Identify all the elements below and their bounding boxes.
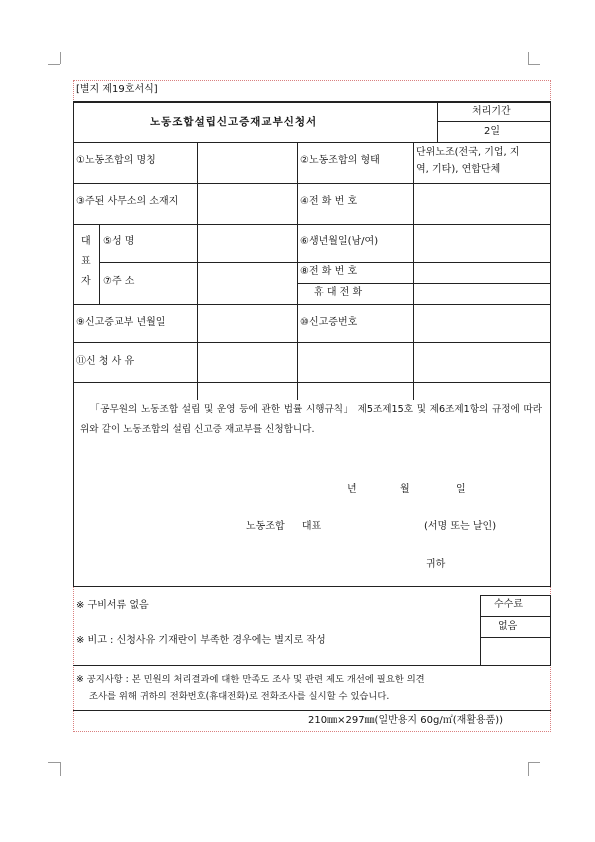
union-type-label: ②노동조합의 형태 [300,155,380,166]
row-divider [73,142,551,143]
date-month: 월 [400,484,410,495]
crop-mark [60,762,61,776]
fee-divider [480,595,481,665]
processing-value: 2일 [484,126,501,137]
fee-value: 없음 [498,621,518,632]
row-divider [99,262,551,263]
crop-mark [528,64,540,65]
union-type-options: 단위노조(전국, 기업, 지 [416,147,520,158]
rep-phone-label: ⑧전 화 번 호 [300,266,358,277]
col-divider [197,142,198,400]
office-location-label: ③주된 사무소의 소재지 [76,196,179,207]
date-day: 일 [456,484,466,495]
crop-mark [528,762,529,776]
table-border-right [550,101,551,586]
table-border-bottom [73,586,551,587]
notice-text: 조사를 위해 귀하의 전화번호(휴대전화)로 전화조사를 실시할 수 있습니다. [89,691,390,702]
notice-divider [73,665,551,666]
statement-text: 「공무원의 노동조합 설립 및 운영 등에 관한 법률 시행규칙」 제5조제15호 및 제6조제1항의 규정에 따라 위와 같이 노동조합의 설립 신고증 재교부를 신청합니다. [80,404,542,435]
rep-label-char: 대 [81,236,91,247]
date-year: 년 [347,484,357,495]
union-type-options: 역, 기타), 연합단체 [416,164,501,175]
rep-label-char: 자 [81,276,91,287]
fee-divider [480,616,551,617]
rep-address-label: ⑦주 소 [103,276,135,287]
row-divider [73,342,551,343]
form-title: 노동조합설립신고증재교부신청서 [150,116,318,128]
processing-label: 처리기간 [472,106,511,117]
rep-name-label: ⑤성 명 [103,236,135,247]
fee-border [480,595,551,596]
documents-note: ※ 구비서류 없음 [76,600,149,611]
crop-mark [48,762,60,763]
notice-divider [73,710,551,711]
header-divider [437,121,550,122]
fee-label: 수수료 [494,599,523,610]
col-divider [297,142,298,400]
crop-mark [528,762,540,763]
table-border-left [73,101,74,586]
row-divider [73,304,551,305]
rep-mobile-label: 휴 대 전 화 [314,287,363,298]
sign-label: (서명 또는 날인) [424,521,497,532]
union-name-label: ①노동조합의 명칭 [76,155,156,166]
addressee: 귀하 [426,559,446,570]
fee-divider [480,637,551,638]
remark: ※ 비고 : 신청사유 기재란이 부족한 경우에는 별지로 작성 [76,635,326,646]
rep-divider [99,224,100,304]
row-divider [73,382,551,383]
table-border-top [73,101,551,103]
fee-border [550,595,551,665]
rep-label-char: 표 [81,256,91,267]
notice-text: ※ 공지사항 : 본 민원의 처리결과에 대한 만족도 조사 및 관련 제도 개선에 필요한 의견 [76,674,425,685]
reason-label: ⑪신 청 사 유 [76,356,135,367]
applicant-label: 노동조합 대표 [246,521,322,532]
rep-birth-label: ⑥생년월일(남/여) [300,236,379,247]
row-divider [73,183,551,184]
phone-label: ④전 화 번 호 [300,196,358,207]
row-divider [297,283,551,284]
cert-number-label: ⑩신고증번호 [300,317,358,328]
col-divider [413,142,414,400]
crop-mark [48,64,60,65]
issue-date-label: ⑨신고증교부 년월일 [76,317,166,328]
paper-spec: 210㎜×297㎜(일반용지 60g/㎡(재활용품)) [308,715,504,726]
row-divider [73,224,551,225]
form-number: [별지 제19호서식] [76,84,158,95]
crop-mark [528,52,529,64]
crop-mark [60,52,75,64]
